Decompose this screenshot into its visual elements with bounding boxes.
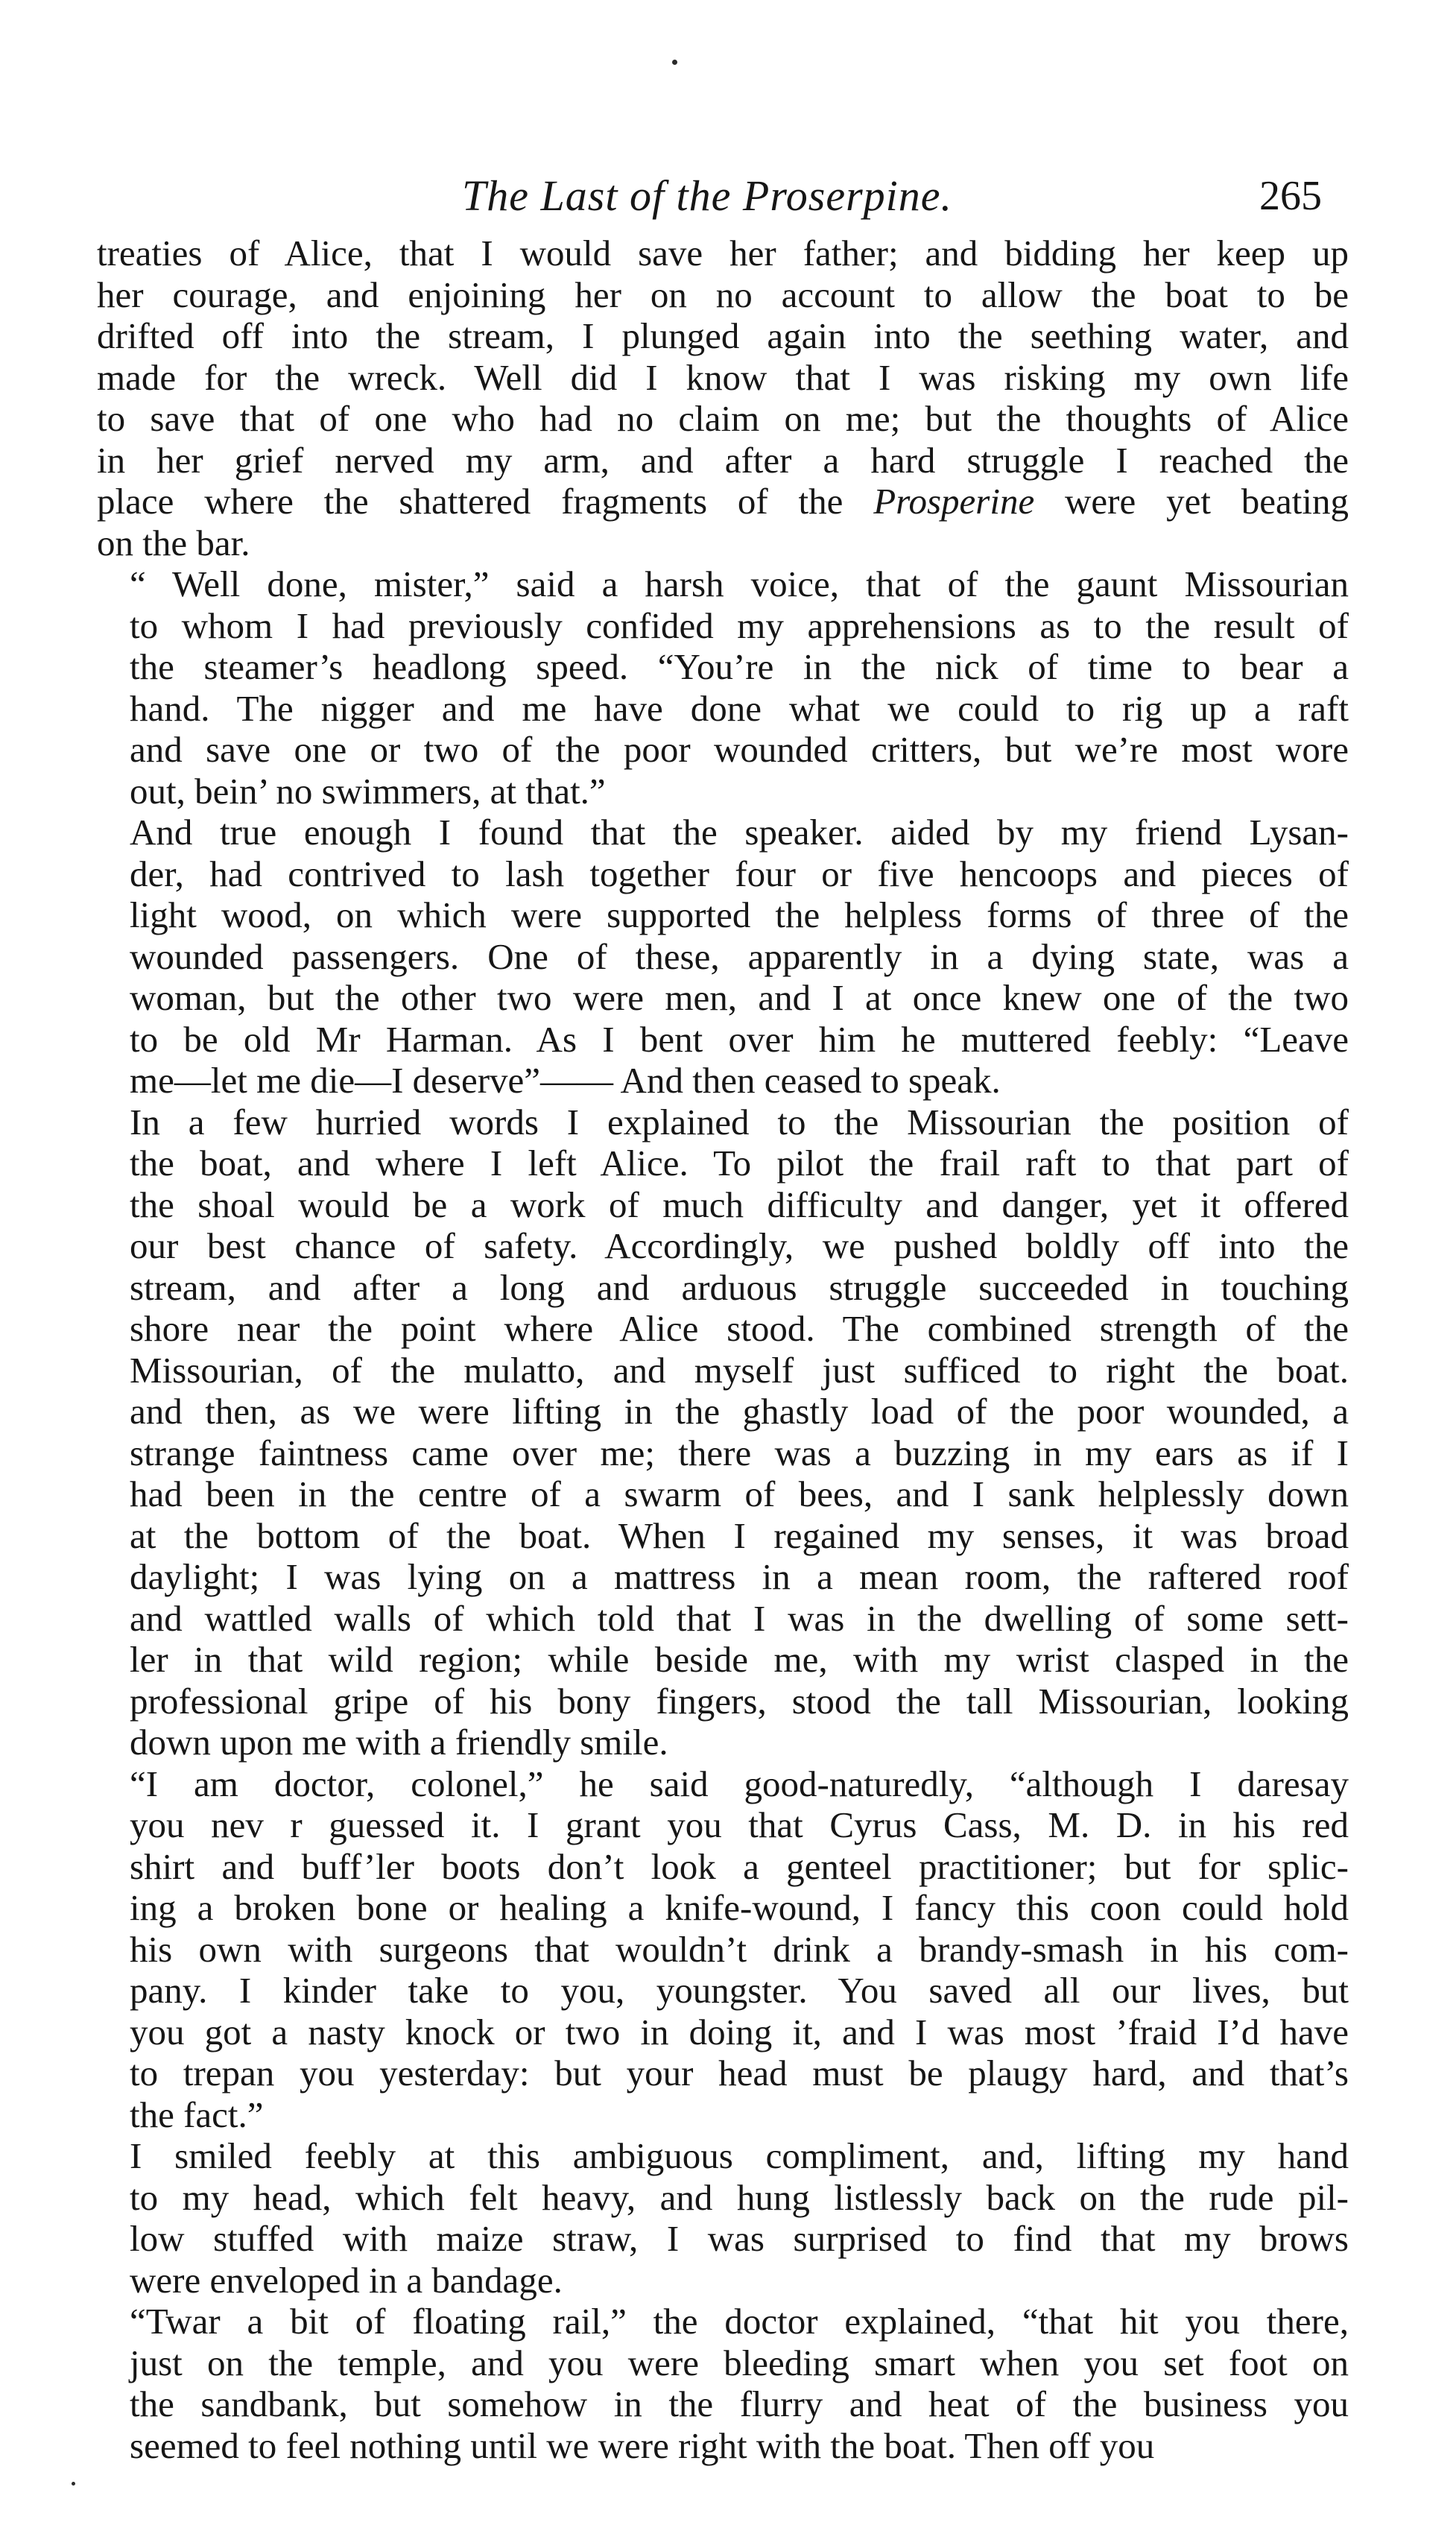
paragraph xyxy=(97,812,1349,1102)
text-line: der, had contrived to lash together four or five hencoops and pieces of xyxy=(130,853,1349,894)
text-line: the sandbank, but somehow in the flurry and heat of the business you xyxy=(130,2383,1349,2424)
text-line: In a few hurried words I explained to the Missourian the position of xyxy=(130,1101,1349,1143)
text-line: pany. I kinder take to you, youngster. You saved all our lives, but xyxy=(130,1970,1349,2011)
text-line: her courage, and enjoining her on no account to allow the boat to be xyxy=(97,274,1349,315)
text-line: professional gripe of his bony fingers, stood the tall Missourian, looking xyxy=(130,1680,1349,1722)
text-line: the boat, and where I left Alice. To pilot the frail raft to that part of xyxy=(130,1143,1349,1184)
text-line: strange faintness came over me; there was a buzzing in my ears as if I xyxy=(130,1432,1349,1473)
text-line: the fact.” xyxy=(130,2094,264,2135)
text-line: seemed to feel nothing until we were right with the boat. Then off you xyxy=(130,2424,1155,2466)
text-line: to trepan you yesterday: but your head must be plaugy hard, and that’s xyxy=(130,2053,1349,2094)
text-line: down upon me with a friendly smile. xyxy=(130,1722,668,1763)
text-line: light wood, on which were supported the helpless forms of three of the xyxy=(130,894,1349,935)
text-line: out, bein’ no swimmers, at that.” xyxy=(130,770,606,812)
text-line: shore near the point where Alice stood. The combined strength of the xyxy=(130,1308,1349,1349)
text-line: drifted off into the stream, I plunged again into the seething water, and xyxy=(97,315,1349,356)
text-line: I smiled feebly at this ambiguous compliment, and, lifting my hand xyxy=(130,2135,1349,2176)
text-line: me—let me die—I deserve”—— And then ceased to speak. xyxy=(130,1060,1001,1101)
paragraph xyxy=(97,563,1349,812)
paragraph xyxy=(97,1763,1349,2136)
text-line: our best chance of safety. Accordingly, we pushed boldly off into the xyxy=(130,1225,1349,1266)
text-line: stream, and after a long and arduous struggle succeeded in touching xyxy=(130,1266,1349,1308)
paragraph xyxy=(97,1102,1349,1763)
text-line: hand. The nigger and me have done what we could to rig up a raft xyxy=(130,687,1349,729)
text-line: at the bottom of the boat. When I regained my senses, it was broad xyxy=(130,1514,1349,1556)
text-line: “I am doctor, colonel,” he said good-naturedly, “although I daresay xyxy=(130,1763,1349,1804)
text-line: just on the temple, and you were bleeding smart when you set foot on xyxy=(130,2342,1349,2383)
text-line: woman, but the other two were men, and I at once knew one of the two xyxy=(130,977,1349,1018)
text-line: to whom I had previously confided my apprehensions as to the result of xyxy=(130,604,1349,646)
text-line: low stuffed with maize straw, I was surprised to find that my brows xyxy=(130,2218,1349,2259)
text-line: and wattled walls of which told that I was in the dwelling of some sett- xyxy=(130,1597,1349,1639)
text-line: on the bar. xyxy=(97,522,250,563)
text-line: in her grief nerved my arm, and after a hard struggle I reached the xyxy=(97,439,1349,481)
text-line: ler in that wild region; while beside me, with my wrist clasped in the xyxy=(130,1639,1349,1680)
text-line: to be old Mr Harman. As I bent over him he muttered feebly: “Leave xyxy=(130,1018,1349,1060)
text-line: had been in the centre of a swarm of bees, and I sank helplessly down xyxy=(130,1473,1349,1514)
text-line: And true enough I found that the speaker. aided by my friend Lysan- xyxy=(130,812,1349,853)
paragraph xyxy=(97,2301,1349,2466)
text-line: Missourian, of the mulatto, and myself just sufficed to right the boat. xyxy=(130,1349,1349,1391)
print-speck-top xyxy=(672,60,677,65)
text-line: were enveloped in a bandage. xyxy=(130,2259,563,2301)
text-line: you got a nasty knock or two in doing it, and I was most ’fraid I’d have xyxy=(130,2011,1349,2053)
paragraph xyxy=(97,2135,1349,2301)
running-title: The Last of the Proserpine. xyxy=(462,171,953,220)
text-line: made for the wreck. Well did I know that I was risking my own life xyxy=(97,356,1349,398)
paragraph xyxy=(97,233,1349,563)
text-line: place where the shattered fragments of the Prosperine were yet beating xyxy=(97,481,1349,522)
text-line: daylight; I was lying on a mattress in a mean room, the raftered roof xyxy=(130,1556,1349,1597)
text-line: “Twar a bit of floating rail,” the doctor explained, “that hit you there, xyxy=(130,2301,1349,2342)
text-line: his own with surgeons that wouldn’t drink a brandy-smash in his com- xyxy=(130,1928,1349,1970)
text-line: and then, as we were lifting in the ghastly load of the poor wounded, a xyxy=(130,1391,1349,1432)
text-line: “ Well done, mister,” said a harsh voice, that of the gaunt Missourian xyxy=(130,563,1349,604)
text-line: to save that of one who had no claim on me; but the thoughts of Alice xyxy=(97,398,1349,439)
page-number: 265 xyxy=(1259,173,1322,219)
text-line: to my head, which felt heavy, and hung listlessly back on the rude pil- xyxy=(130,2176,1349,2218)
print-speck-bottom xyxy=(72,2482,75,2486)
text-line: you nev r guessed it. I grant you that Cyrus Cass, M. D. in his red xyxy=(130,1804,1349,1845)
text-line: treaties of Alice, that I would save her father; and bidding her keep up xyxy=(97,233,1349,274)
text-line: wounded passengers. One of these, apparently in a dying state, was a xyxy=(130,935,1349,977)
body-text xyxy=(97,233,1349,2466)
page-header xyxy=(0,170,1456,222)
text-line: the steamer’s headlong speed. “You’re in the nick of time to bear a xyxy=(130,646,1349,687)
text-line: the shoal would be a work of much difficulty and danger, yet it offered xyxy=(130,1184,1349,1225)
text-line: and save one or two of the poor wounded critters, but we’re most wore xyxy=(130,729,1349,770)
text-line: ing a broken bone or healing a knife-wound, I fancy this coon could hold xyxy=(130,1887,1349,1928)
text-line: shirt and buff’ler boots don’t look a genteel practitioner; but for splic- xyxy=(130,1845,1349,1887)
